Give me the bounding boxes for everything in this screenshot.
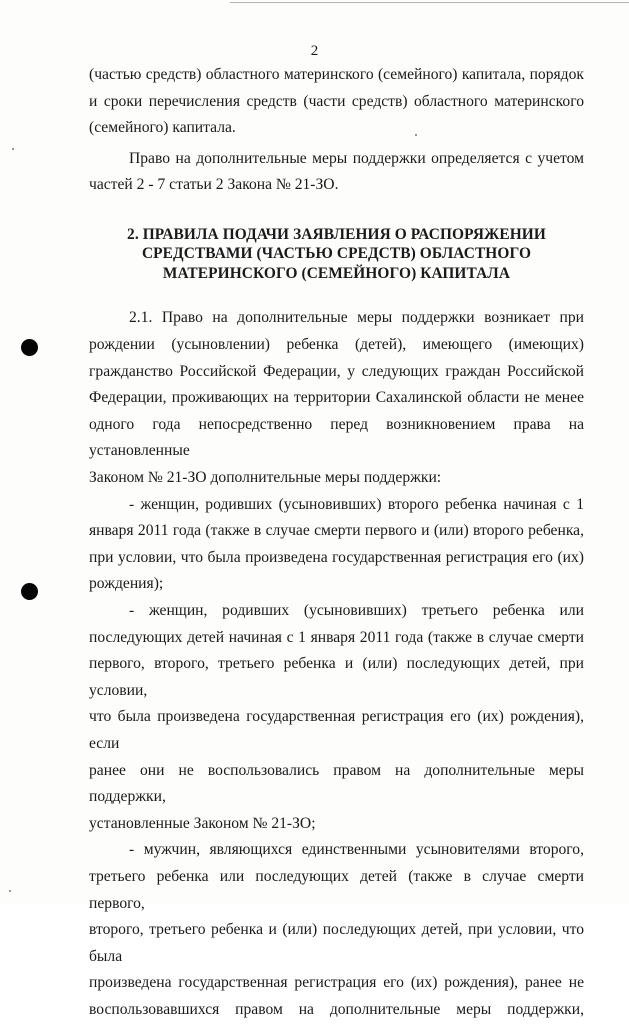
paragraph-right-to-support: Право на дополнительные меры поддержки определяется с учетом [129,149,584,167]
document-body [89,62,584,1024]
paragraph-2-1-line: Федерации, проживающих на территории Сахалинской области не менее [89,389,584,407]
paragraph-2-1-line: Законом № 21-ЗО дополнительные меры поддержки: [89,469,442,487]
list-item-men-adopters: - мужчин, являющихся единственными усыновителями второго, [129,841,584,859]
list-item-third-child: первого, второго, третьего ребенка и (или) последующих детей, при условии, [89,655,584,699]
list-item-third-child: - женщин, родивших (усыновивших) третьего ребенка или [129,602,584,619]
list-item-second-child: - женщин, родивших (усыновивших) второго ребенка начиная с 1 [129,495,584,513]
page-number: 2 [310,43,319,59]
list-item-men-adopters: произведена государственная регистрация его (их) рождения), ранее не [89,974,584,992]
list-item-third-child: последующих детей начиная с 1 января 2011 года (также в случае смерти [89,628,584,646]
paragraph-continuation-end: (семейного) капитала. [89,119,236,137]
list-item-third-child: ранее они не воспользовались правом на дополнительные меры поддержки, [89,761,584,806]
scan-top-edge [230,2,629,3]
list-item-third-child: установленные Законом № 21-ЗО; [89,814,316,832]
scan-speck [9,890,11,892]
paragraph-2-1-line: рождении (усыновлении) ребенка (детей), имеющего (имеющих) [89,336,584,354]
list-item-third-child: что была произведена государственная регистрация его (их) рождения), если [89,708,584,752]
scan-speck [12,148,14,150]
paragraph-continuation: (частью средств) областного материнского (семейного) капитала, порядок и сроки перечисления средств (части средств) областного материнского [89,66,584,110]
paragraph-2-1-line: гражданство Российской Федерации, у следующих граждан Российской [89,362,584,380]
list-item-men-adopters: воспользовавшихся правом на дополнительные меры поддержки, [89,1000,584,1018]
hole-punch-mark-upper [21,339,38,356]
list-item-men-adopters: третьего ребенка или последующих детей (также в случае смерти первого, [89,867,584,912]
section-title: 2. ПРАВИЛА ПОДАЧИ ЗАЯВЛЕНИЯ О РАСПОРЯЖЕНИИ СРЕДСТВАМИ (ЧАСТЬЮ СРЕДСТВ) ОБЛАСТНОГО МАТЕРИНСКОГО (СЕМЕЙНОГО) КАПИТАЛА [127,225,546,282]
paragraph-right-to-support-end: частей 2 - 7 статьи 2 Закона № 21-ЗО. [89,176,339,194]
list-item-second-child: рождения); [89,575,164,593]
list-item-second-child: января 2011 года (также в случае смерти первого и (или) второго ребенка, [89,522,584,540]
paragraph-2-1-line: 2.1. Право на дополнительные меры поддержки возникает при [129,309,584,327]
paragraph-2-1-line: одного года непосредственно перед возникновением права на установленные [89,415,584,460]
hole-punch-mark-lower [21,583,38,600]
list-item-second-child: при условии, что была произведена государственная регистрация его (их) [89,548,584,566]
list-item-men-adopters: второго, третьего ребенка и (или) последующих детей, при условии, что была [89,921,584,965]
